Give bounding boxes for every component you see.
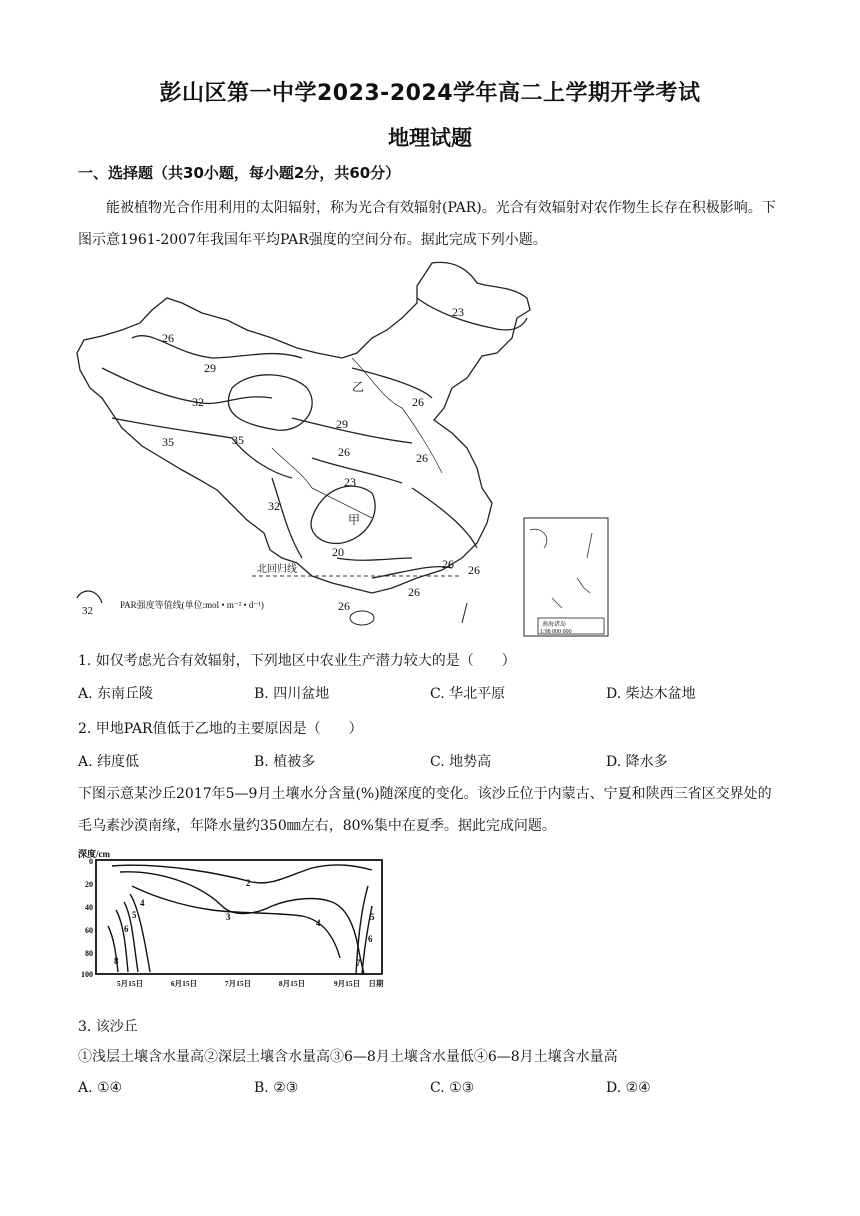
y-tick: 0: [89, 857, 93, 866]
exam-title: 彭山区第一中学2023-2024学年高二上学期开学考试: [159, 81, 701, 106]
map-contour-label: 26: [162, 331, 174, 345]
soil-contour-label: 7: [356, 958, 361, 968]
question-3-statements: ①浅层土壤含水量高②深层土壤含水量高③6—8月土壤含水量低④6—8月土壤含水量高: [78, 1049, 618, 1065]
option-d[interactable]: D. 柴达木盆地: [606, 686, 696, 702]
option-a[interactable]: A. ①④: [78, 1080, 123, 1096]
y-tick: 60: [85, 926, 93, 935]
intro-paragraph-1: 能被植物光合作用利用的太阳辐射，称为光合有效辐射(PAR)。光合有效辐射对农作物生长存在积极影响。下图示意1961-2007年我国年平均PAR强度的空间分布。据此完成下列小题。: [78, 200, 776, 248]
soil-xlabel: 日期: [368, 979, 384, 988]
question-2-stem: 2. 甲地PAR值低于乙地的主要原因是（ ）: [78, 721, 363, 737]
map-contour-label: 23: [452, 305, 464, 319]
legend-text: PAR强度等值线(单位:mol • m⁻² • d⁻¹): [120, 600, 264, 610]
intro-paragraph-2: 下图示意某沙丘2017年5—9月土壤水分含量(%)随深度的变化。该沙丘位于内蒙古、宁夏和陕西三省区交界处的毛乌素沙漠南缘，年降水量约350㎜左右，80%集中在夏季。据此完成问题。: [78, 786, 772, 834]
legend-value: 32: [82, 605, 93, 617]
y-tick: 80: [85, 949, 93, 958]
map-contour-label: 23: [344, 475, 356, 489]
x-tick: 5月15日: [116, 979, 144, 988]
map-contour-label: 29: [204, 361, 216, 375]
option-b[interactable]: B. 四川盆地: [254, 686, 330, 702]
inset-scale: 1:98 000 000: [540, 629, 572, 635]
question-3-stem: 3. 该沙丘: [78, 1019, 138, 1035]
soil-contour-label: 4: [140, 898, 145, 908]
option-a[interactable]: A. 东南丘陵: [78, 686, 154, 702]
soil-contour-label: 2: [246, 878, 251, 888]
map-contour-label: 20: [332, 545, 344, 559]
par-map-figure: [72, 258, 612, 638]
soil-contour-label: 3: [226, 912, 231, 922]
x-tick: 7月15日: [224, 979, 252, 988]
x-tick: 6月15日: [170, 979, 198, 988]
option-b[interactable]: B. ②③: [254, 1080, 299, 1096]
option-d[interactable]: D. ②④: [606, 1080, 651, 1096]
option-a[interactable]: A. 纬度低: [78, 754, 140, 770]
place-label-jia: 甲: [348, 513, 361, 527]
question-1-stem: 1. 如仅考虑光合有效辐射，下列地区中农业生产潜力较大的是（ ）: [78, 653, 516, 669]
map-contour-label: 26: [442, 557, 454, 571]
y-tick: 20: [85, 880, 93, 889]
map-contour-label: 26: [412, 395, 424, 409]
y-tick: 100: [81, 970, 93, 979]
soil-contour-label: 6: [124, 924, 129, 934]
x-tick: 8月15日: [278, 979, 306, 988]
map-contour-label: 35: [162, 435, 174, 449]
option-c[interactable]: C. 华北平原: [430, 686, 506, 702]
soil-moisture-chart: [72, 846, 392, 992]
map-contour-label: 35: [232, 433, 244, 447]
y-tick: 40: [85, 903, 93, 912]
soil-contour-label: 6: [368, 934, 373, 944]
map-contour-label: 26: [416, 451, 428, 465]
map-contour-label: 32: [268, 499, 280, 513]
place-label-yi: 乙: [352, 380, 365, 394]
option-c[interactable]: C. ①③: [430, 1080, 475, 1096]
soil-contour-label: 5: [370, 912, 375, 922]
map-contour-label: 26: [468, 563, 480, 577]
exam-subtitle: 地理试题: [388, 126, 472, 150]
map-contour-label: 26: [338, 445, 350, 459]
inset-label: 南海诸岛: [542, 622, 567, 628]
option-b[interactable]: B. 植被多: [254, 754, 316, 770]
soil-contour-label: 5: [132, 910, 137, 920]
soil-contour-label: 8: [114, 956, 119, 966]
option-d[interactable]: D. 降水多: [606, 754, 668, 770]
x-tick: 9月15日: [333, 979, 361, 988]
map-contour-label: 26: [338, 599, 350, 613]
option-c[interactable]: C. 地势高: [430, 754, 492, 770]
map-contour-label: 29: [336, 417, 348, 431]
map-contour-label: 32: [192, 395, 204, 409]
soil-contour-label: 4: [316, 918, 321, 928]
map-contour-label: 26: [408, 585, 420, 599]
section-heading: 一、选择题（共30小题，每小题2分，共60分）: [78, 164, 401, 182]
tropic-label: 北回归线: [257, 564, 297, 575]
soil-ylabel: 深度/cm: [78, 849, 110, 859]
